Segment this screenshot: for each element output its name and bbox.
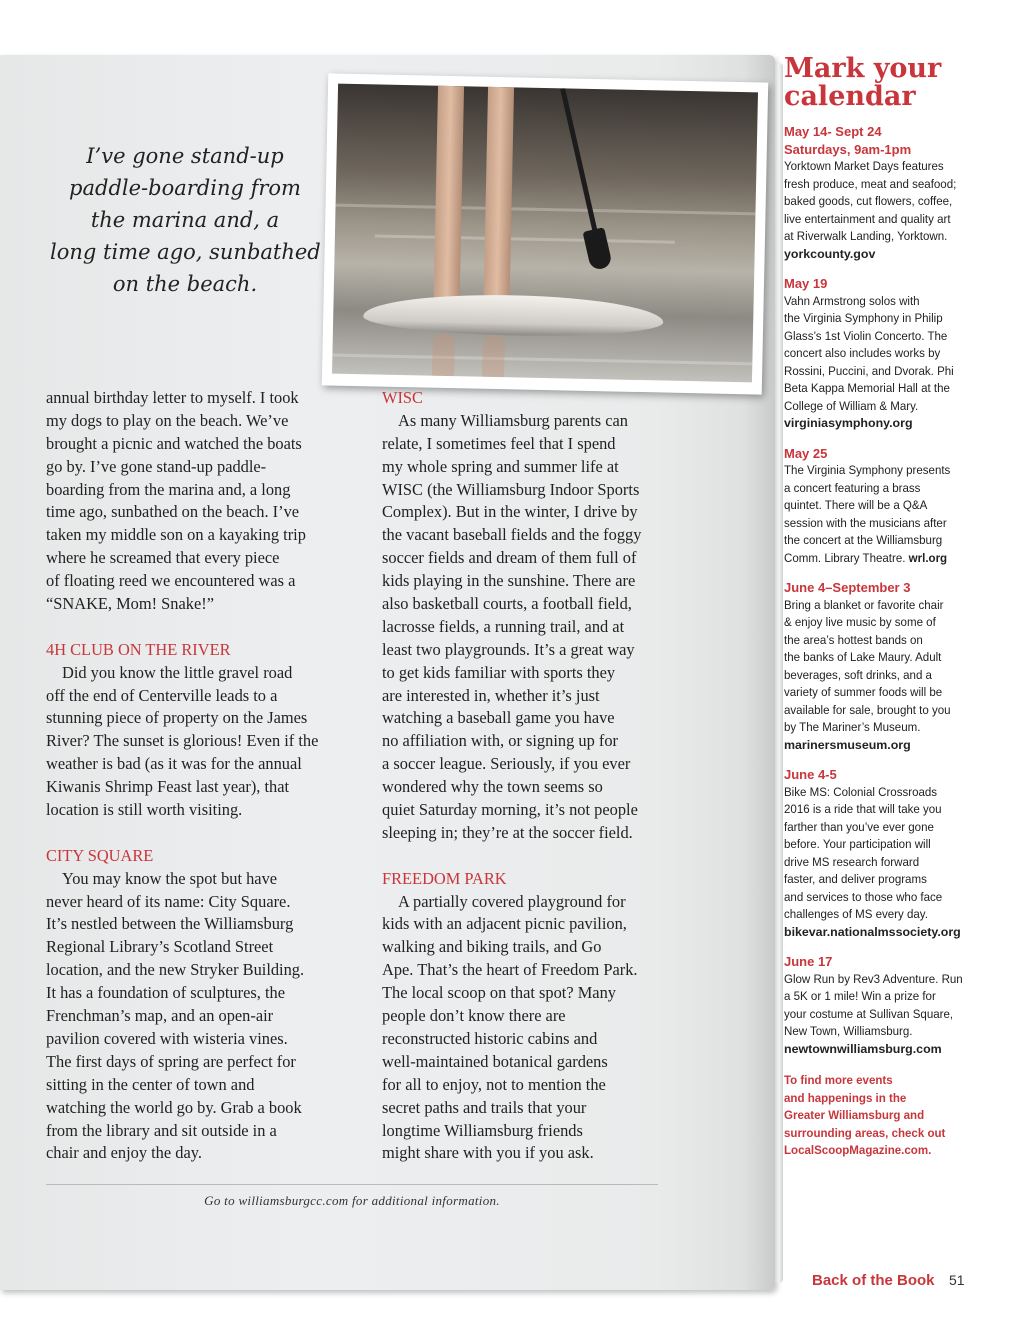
section-heading: WISC [382,388,423,407]
body-line: well-maintained botanical gardens [382,1051,608,1071]
paragraph-gap [46,822,358,845]
leg-right [483,87,514,307]
body-line: my dogs to play on the beach. We’ve [46,410,289,430]
body-line: watching a baseball game you have [382,708,615,728]
body-line: my whole spring and summer life at [382,456,619,476]
pull-quote-line: I’ve gone stand-up [86,144,284,168]
event-link[interactable]: virginiasymphony.org [784,416,913,430]
event-venue: Comm. Library Theatre. [784,550,906,565]
photo-image [332,84,758,383]
body-line: go by. I’ve gone stand-up paddle- [46,456,267,476]
section-name: Back of the Book [812,1272,935,1289]
body-line: kids with an adjacent picnic pavilion, [382,914,627,934]
body-line: location, and the new Stryker Building. [46,960,305,980]
event-date: June 4-5 [784,767,837,782]
event-description-line: The Virginia Symphony presents [784,463,951,477]
body-line: longtime Williamsburg friends [382,1120,583,1140]
body-line: no affiliation with, or signing up for [382,731,618,751]
body-line: wondered why the town seems so [382,777,603,797]
event-link[interactable]: yorkcounty.gov [784,246,876,261]
event-description-line: Vahn Armstrong solos with [784,293,920,308]
body-line: brought a picnic and watched the boats [46,433,302,453]
body-line: Ape. That’s the heart of Freedom Park. [382,960,638,980]
body-line: pavilion covered with wisteria vines. [46,1028,288,1048]
paragraph-first-line: You may know the spot but have [62,868,278,888]
body-line: annual birthday letter to myself. I took [46,388,299,407]
sidebar-title [784,55,1019,111]
event-description-line: and services to those who face [784,889,943,904]
calendar-event [784,275,1019,433]
event-description-line: before. Your participation will [784,837,931,851]
paragraph-gap [382,845,682,868]
event-description-line: the concert at the Williamsburg [784,533,943,547]
pull-quote-line: paddle-boarding from [69,176,301,200]
body-line: a soccer league. Seriously, if you ever [382,754,631,774]
body-line: Regional Library’s Scotland Street [46,937,274,957]
pull-quote-line: on the beach. [112,272,258,296]
event-description-line: College of William & Mary. [784,398,919,413]
event-description-line: beverages, soft drinks, and a [784,667,932,682]
event-description-line: at Riverwalk Landing, Yorktown. [784,229,948,243]
calendar-event [784,766,1019,941]
pull-quote [50,140,320,300]
body-line: secret paths and trails that your [382,1097,587,1117]
pull-quote-line: long time ago, sunbathed [50,240,321,264]
body-line: from the library and sit outside in a [46,1120,277,1140]
event-link[interactable]: wrl.org [908,550,948,565]
body-line: River? The sunset is glorious! Even if the [46,731,319,751]
event-description-line: Rossini, Puccini, and Dvorak. Phi [784,363,954,378]
body-line: of floating reed we encountered was a [46,571,296,591]
section-heading: 4H CLUB ON THE RIVER [46,639,231,659]
body-line: off the end of Centerville leads to a [46,685,278,705]
event-description-line: baked goods, cut flowers, coffee, [784,194,953,208]
footnote-rule [46,1184,658,1185]
paddle-shaft [560,88,598,235]
more-events-line: and happenings in the [784,1090,907,1105]
more-events-line: Greater Williamsburg and [784,1108,925,1122]
more-events-line: LocalScoopMagazine.com. [784,1143,932,1157]
body-line: for all to enjoy, not to mention the [382,1074,606,1094]
body-line: lacrosse fields, a running trail, and at [382,616,625,636]
event-description-line: variety of summer foods will be [784,685,943,699]
event-date: May 14- Sept 24 [784,124,882,139]
event-description-line: available for sale, brought to you [784,702,951,717]
event-description-line: quintet. There will be a Q&A [784,498,928,512]
section-heading: FREEDOM PARK [382,868,507,888]
body-line: where he screamed that every piece [46,548,280,568]
body-line: It has a foundation of sculptures, the [46,983,285,1003]
body-line: never heard of its name: City Square. [46,891,291,911]
body-line: walking and biking trails, and Go [382,937,602,957]
event-description-line: & enjoy live music by some of [784,615,936,629]
event-description-line: New Town, Williamsburg. [784,1024,913,1038]
pull-quote-line: the marina and, a [90,208,280,232]
event-description-line: Bike MS: Colonial Crossroads [784,784,938,799]
body-line: The first days of spring are perfect for [46,1051,296,1071]
page-number: 51 [948,1272,965,1288]
event-description-line: drive MS research forward [784,854,920,869]
more-events-line: surrounding areas, check out [784,1125,946,1140]
sidebar-title-line2: calendar [784,81,916,112]
event-description-line: live entertainment and quality art [784,211,951,226]
event-description-line: fresh produce, meat and seafood; [784,176,957,191]
event-description-line: the banks of Lake Maury. Adult [784,650,942,664]
body-line: relate, I sometimes feel that I spend [382,433,616,453]
event-description-line: session with the musicians after [784,515,947,530]
paragraph-gap [46,616,358,639]
body-line: are interested in, whether it’s just [382,685,600,705]
body-line: time ago, sunbathed on the beach. I’ve [46,502,300,522]
article-column-1 [46,387,358,1165]
event-link[interactable]: newtownwilliamsburg.com [784,1041,942,1056]
event-description-line: the area’s hottest bands on [784,632,923,647]
paddleboard [363,292,664,338]
body-line: weather is bad (as it was for the annual [46,754,302,774]
event-description-line: faster, and deliver programs [784,872,927,886]
body-line: WISC (the Williamsburg Indoor Sports [382,479,640,499]
paddleboard-photo [322,73,768,394]
body-line: to get kids familiar with sports they [382,662,616,682]
event-description-line: Glass’s 1st Violin Concerto. The [784,328,948,343]
body-line: Complex). But in the winter, I drive by [382,502,638,522]
event-description-line: farther than you’ve ever gone [784,819,934,834]
more-events-note [784,1072,1019,1160]
body-line: boarding from the marina and, a long [46,479,291,499]
calendar-event [784,123,1019,263]
body-line: soccer fields and dream of them full of [382,548,637,568]
event-link[interactable]: marinersmuseum.org [784,737,911,752]
body-line: quiet Saturday morning, it’s not people [382,800,638,820]
event-description-line [784,550,1003,568]
body-line: the vacant baseball fields and the foggy [382,525,642,545]
paragraph-first-line: A partially covered playground for [398,891,626,911]
event-description-line: the Virginia Symphony in Philip [784,311,943,325]
event-description-line: concert also includes works by [784,346,941,360]
body-line: Frenchman’s map, and an open-air [46,1006,274,1026]
body-line: taken my middle son on a kayaking trip [46,525,306,545]
event-description-line: Yorktown Market Days features [784,159,944,173]
calendar-event [784,953,1019,1058]
body-line: The local scoop on that spot? Many [382,983,616,1003]
body-line: sleeping in; they’re at the soccer field. [382,822,633,842]
event-date: June 17 [784,954,833,969]
body-line: people don’t know there are [382,1006,566,1026]
article-column-2 [382,387,682,1165]
calendar-event [784,445,1019,568]
body-line: sitting in the center of town and [46,1074,255,1094]
event-description-line: Beta Kappa Memorial Hall at the [784,381,950,395]
body-line: Kiwanis Shrimp Feast last year), that [46,777,290,797]
leg-left [433,86,464,306]
body-line: “SNAKE, Mom! Snake!” [46,594,214,614]
body-line: watching the world go by. Grab a book [46,1097,302,1117]
body-line: least two playgrounds. It’s a great way [382,639,635,659]
event-date: May 19 [784,276,828,291]
event-link[interactable]: bikevar.nationalmssociety.org [784,924,961,939]
body-line: also basketball courts, a football field, [382,594,632,614]
body-line: location is still worth visiting. [46,800,243,820]
footnote: Go to williamsburgcc.com for additional information. [204,1193,500,1208]
body-line: reconstructed historic cabins and [382,1028,598,1048]
body-line: might share with you if you ask. [382,1143,594,1163]
body-line: kids playing in the sunshine. There are [382,571,636,591]
body-line: chair and enjoy the day. [46,1143,202,1163]
event-list [784,123,1019,1058]
paragraph-first-line: Did you know the little gravel road [62,662,293,682]
event-description-line: Bring a blanket or favorite chair [784,597,944,612]
event-description-line: Glow Run by Rev3 Adventure. Run [784,971,963,986]
sidebar-title-line1: Mark your [784,53,942,84]
calendar-sidebar [784,55,1019,1160]
event-date: May 25 [784,445,828,461]
more-events-line: To find more events [784,1073,893,1087]
event-description-line: challenges of MS every day. [784,907,928,921]
event-time: Saturdays, 9am-1pm [784,141,912,157]
event-description-line: by The Mariner’s Museum. [784,720,921,734]
body-line: It’s nestled between the Williamsburg [46,914,294,934]
event-description-line: a 5K or 1 mile! Win a prize for [784,989,936,1003]
event-date: June 4–September 3 [784,580,911,595]
paddle-blade [583,227,613,271]
paragraph-first-line: As many Williamsburg parents can [398,410,628,430]
calendar-event [784,579,1019,754]
section-heading: CITY SQUARE [46,845,154,865]
event-description-line: your costume at Sullivan Square, [784,1006,954,1021]
folio [812,1272,965,1290]
event-description-line: 2016 is a ride that will take you [784,802,942,816]
body-line: stunning piece of property on the James [46,708,308,728]
event-description-line: a concert featuring a brass [784,480,921,495]
